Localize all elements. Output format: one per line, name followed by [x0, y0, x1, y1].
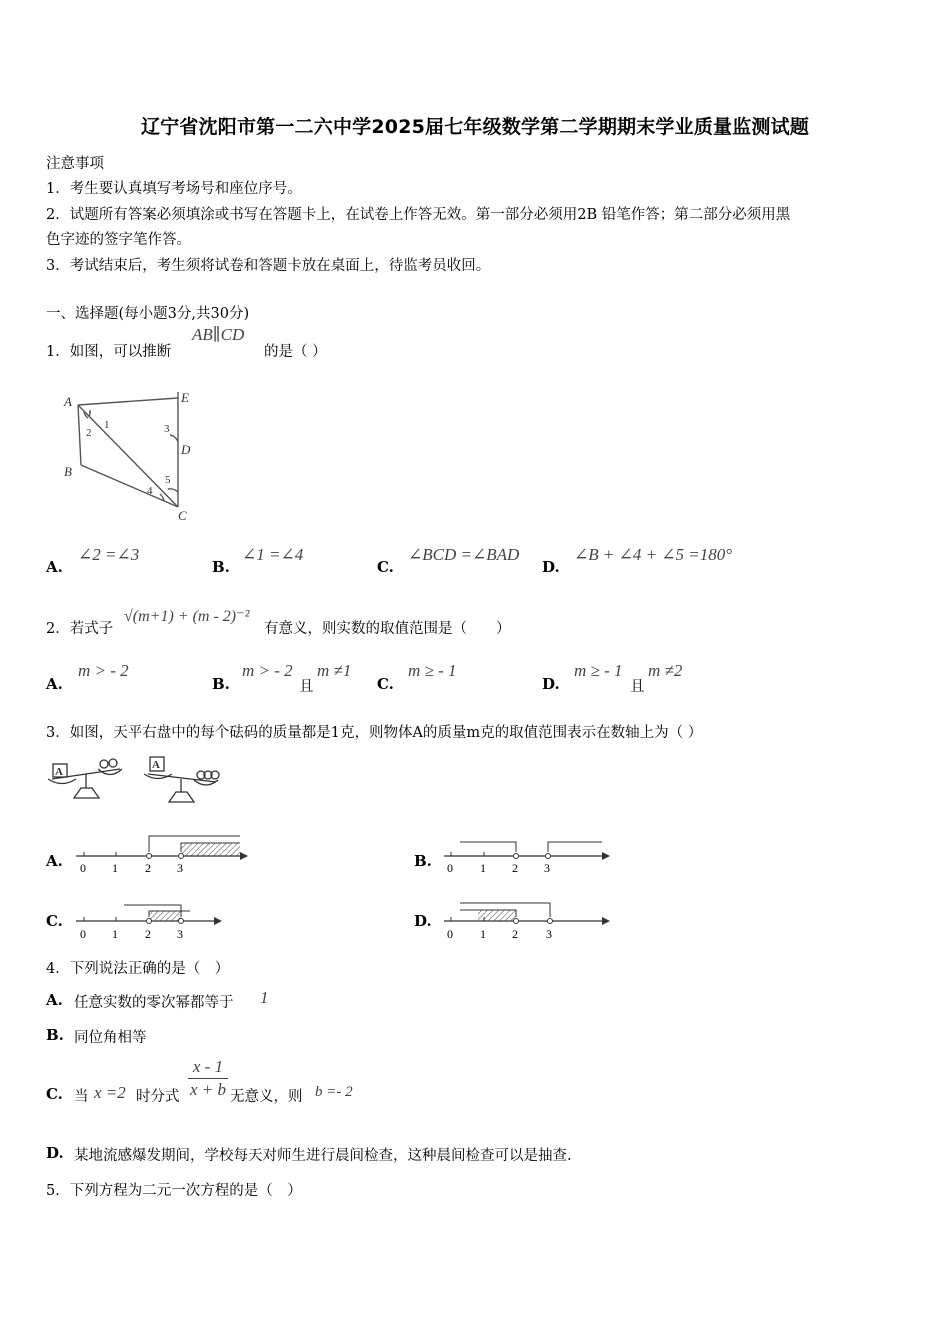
q5-text: 5．下列方程为二元一次方程的是（ ） — [46, 1183, 302, 1199]
numberline-c-tick-3: 3 — [177, 927, 183, 941]
numberline-d-tick-1: 1 — [480, 927, 486, 941]
q4-option-b-text: 同位角相等 — [74, 1030, 147, 1046]
section-heading: 一、选择题(每小题3分,共30分) — [46, 306, 250, 322]
q1-label-c: C — [178, 508, 187, 522]
q3-text: 3．如图，天平右盘中的每个砝码的质量都是1克，则物体A的质量m克的取值范围表示在数轴上为（ ） — [46, 725, 703, 741]
q1-prefix: 1．如图，可以推断 — [46, 344, 172, 360]
notice-item-2: 2．试题所有答案必须填涂或书写在答题卡上，在试卷上作答无效。第一部分必须用2B 铅笔作答；第二部分必须用黑 — [46, 207, 791, 223]
notice-item-1: 1．考生要认真填写考场号和座位序号。 — [46, 181, 302, 197]
numberline-a-tick-2: 2 — [145, 861, 151, 875]
notice-heading: 注意事项 — [46, 156, 104, 172]
numberline-b-tick-2: 2 — [512, 861, 518, 875]
q2-option-d-math2: m ≠2 — [648, 661, 683, 680]
numberline-d-tick-2: 2 — [512, 927, 518, 941]
q3-option-c-letter: C. — [46, 912, 63, 930]
numberline-c-tick-2: 2 — [145, 927, 151, 941]
q1-angle-2: 2 — [86, 427, 92, 439]
q1-option-c-math: ∠BCD =∠BAD — [408, 545, 520, 564]
q2-option-a-math: m > - 2 — [78, 661, 129, 680]
q3-balance-label-left: A — [55, 766, 63, 778]
q4-fraction-numerator: x - 1 — [188, 1056, 228, 1079]
q1-label-d: D — [181, 442, 191, 457]
q1-option-a-math: ∠2 =∠3 — [78, 545, 140, 564]
q4-option-a-text: 任意实数的零次幂都等于 — [74, 995, 234, 1011]
notice-item-3: 3．考试结束后，考生须将试卷和答题卡放在桌面上，待监考员收回。 — [46, 258, 491, 274]
numberline-c-tick-0: 0 — [80, 927, 86, 941]
numberline-a-tick-3: 3 — [177, 861, 183, 875]
q4-text: 4．下列说法正确的是（ ） — [46, 961, 230, 977]
q3-option-b-letter: B. — [414, 852, 432, 870]
q1-angle-5: 5 — [165, 474, 171, 486]
q4-option-d-letter: D. — [46, 1144, 64, 1162]
q2-math: √(m+1) + (m - 2)⁻² — [124, 608, 250, 625]
q4-option-c-letter: C. — [46, 1085, 63, 1103]
q1-label-e: E — [181, 390, 189, 405]
numberline-d-tick-3: 3 — [546, 927, 552, 941]
q4-option-a-math: 1 — [260, 988, 269, 1007]
numberline-d — [444, 903, 610, 941]
q1-option-b-math: ∠1 =∠4 — [242, 545, 304, 564]
numberline-b-tick-3: 3 — [544, 861, 550, 875]
q4-fraction — [188, 1056, 228, 1101]
numberline-a-tick-0: 0 — [80, 861, 86, 875]
q1-angle-1: 1 — [104, 419, 110, 431]
numberline-c-tick-1: 1 — [112, 927, 118, 941]
q4-option-c-text1: 当 — [74, 1089, 89, 1105]
q2-option-b-math2: m ≠1 — [317, 661, 352, 680]
numberline-c — [76, 905, 222, 941]
q1-angle-3: 3 — [164, 423, 170, 435]
q2-option-b-letter: B. — [212, 675, 230, 693]
q4-option-c-text2: 时分式 — [136, 1089, 180, 1105]
q1-angle-4: 4 — [147, 485, 153, 497]
q1-suffix: 的是（ ） — [264, 344, 327, 360]
numberline-d-tick-0: 0 — [447, 927, 453, 941]
q3-balance-label-right: A — [152, 759, 160, 771]
numberline-b-tick-1: 1 — [480, 861, 486, 875]
q2-prefix: 2．若式子 — [46, 621, 114, 637]
q2-suffix: 有意义，则实数的取值范围是（ ） — [264, 621, 511, 637]
q2-option-c-letter: C. — [377, 675, 394, 693]
q4-option-c-text3: 无意义，则 — [230, 1089, 303, 1105]
q1-option-d-letter: D. — [542, 558, 560, 576]
q4-option-d-text: 某地流感爆发期间，学校每天对师生进行晨间检查，这种晨间检查可以是抽查. — [74, 1148, 572, 1164]
q4-option-b-letter: B. — [46, 1026, 64, 1044]
numberline-b — [444, 842, 610, 875]
q2-option-d-math: m ≥ - 1 — [574, 661, 623, 680]
page-title: 辽宁省沈阳市第一二六中学2025届七年级数学第二学期期末学业质量监测试题 — [140, 116, 810, 138]
q1-math: AB∥CD — [192, 325, 245, 344]
q2-option-b-join: 且 — [299, 679, 314, 695]
q1-option-b-letter: B. — [212, 558, 230, 576]
q2-option-c-math: m ≥ - 1 — [408, 661, 457, 680]
q3-option-a-letter: A. — [46, 852, 63, 870]
q2-option-b-math: m > - 2 — [242, 661, 293, 680]
numberline-a-tick-1: 1 — [112, 861, 118, 875]
q4-option-a-letter: A. — [46, 991, 63, 1009]
q3-option-d-letter: D. — [414, 912, 432, 930]
numberline-b-tick-0: 0 — [447, 861, 453, 875]
q2-option-a-letter: A. — [46, 675, 63, 693]
q1-label-a: A — [64, 394, 72, 409]
q1-option-d-math: ∠B + ∠4 + ∠5 =180° — [574, 545, 733, 564]
q2-option-d-letter: D. — [542, 675, 560, 693]
q1-option-c-letter: C. — [377, 558, 394, 576]
q4-option-c-math2: b =- 2 — [315, 1084, 353, 1100]
numberline-a — [76, 836, 248, 875]
notice-item-2-cont: 色字迹的签字笔作答。 — [46, 232, 191, 248]
q1-option-a-letter: A. — [46, 558, 63, 576]
q2-option-d-join: 且 — [630, 679, 645, 695]
q1-label-b: B — [64, 464, 72, 479]
q4-fraction-denominator: x + b — [189, 1080, 227, 1099]
q4-option-c-math1: x =2 — [94, 1083, 126, 1102]
